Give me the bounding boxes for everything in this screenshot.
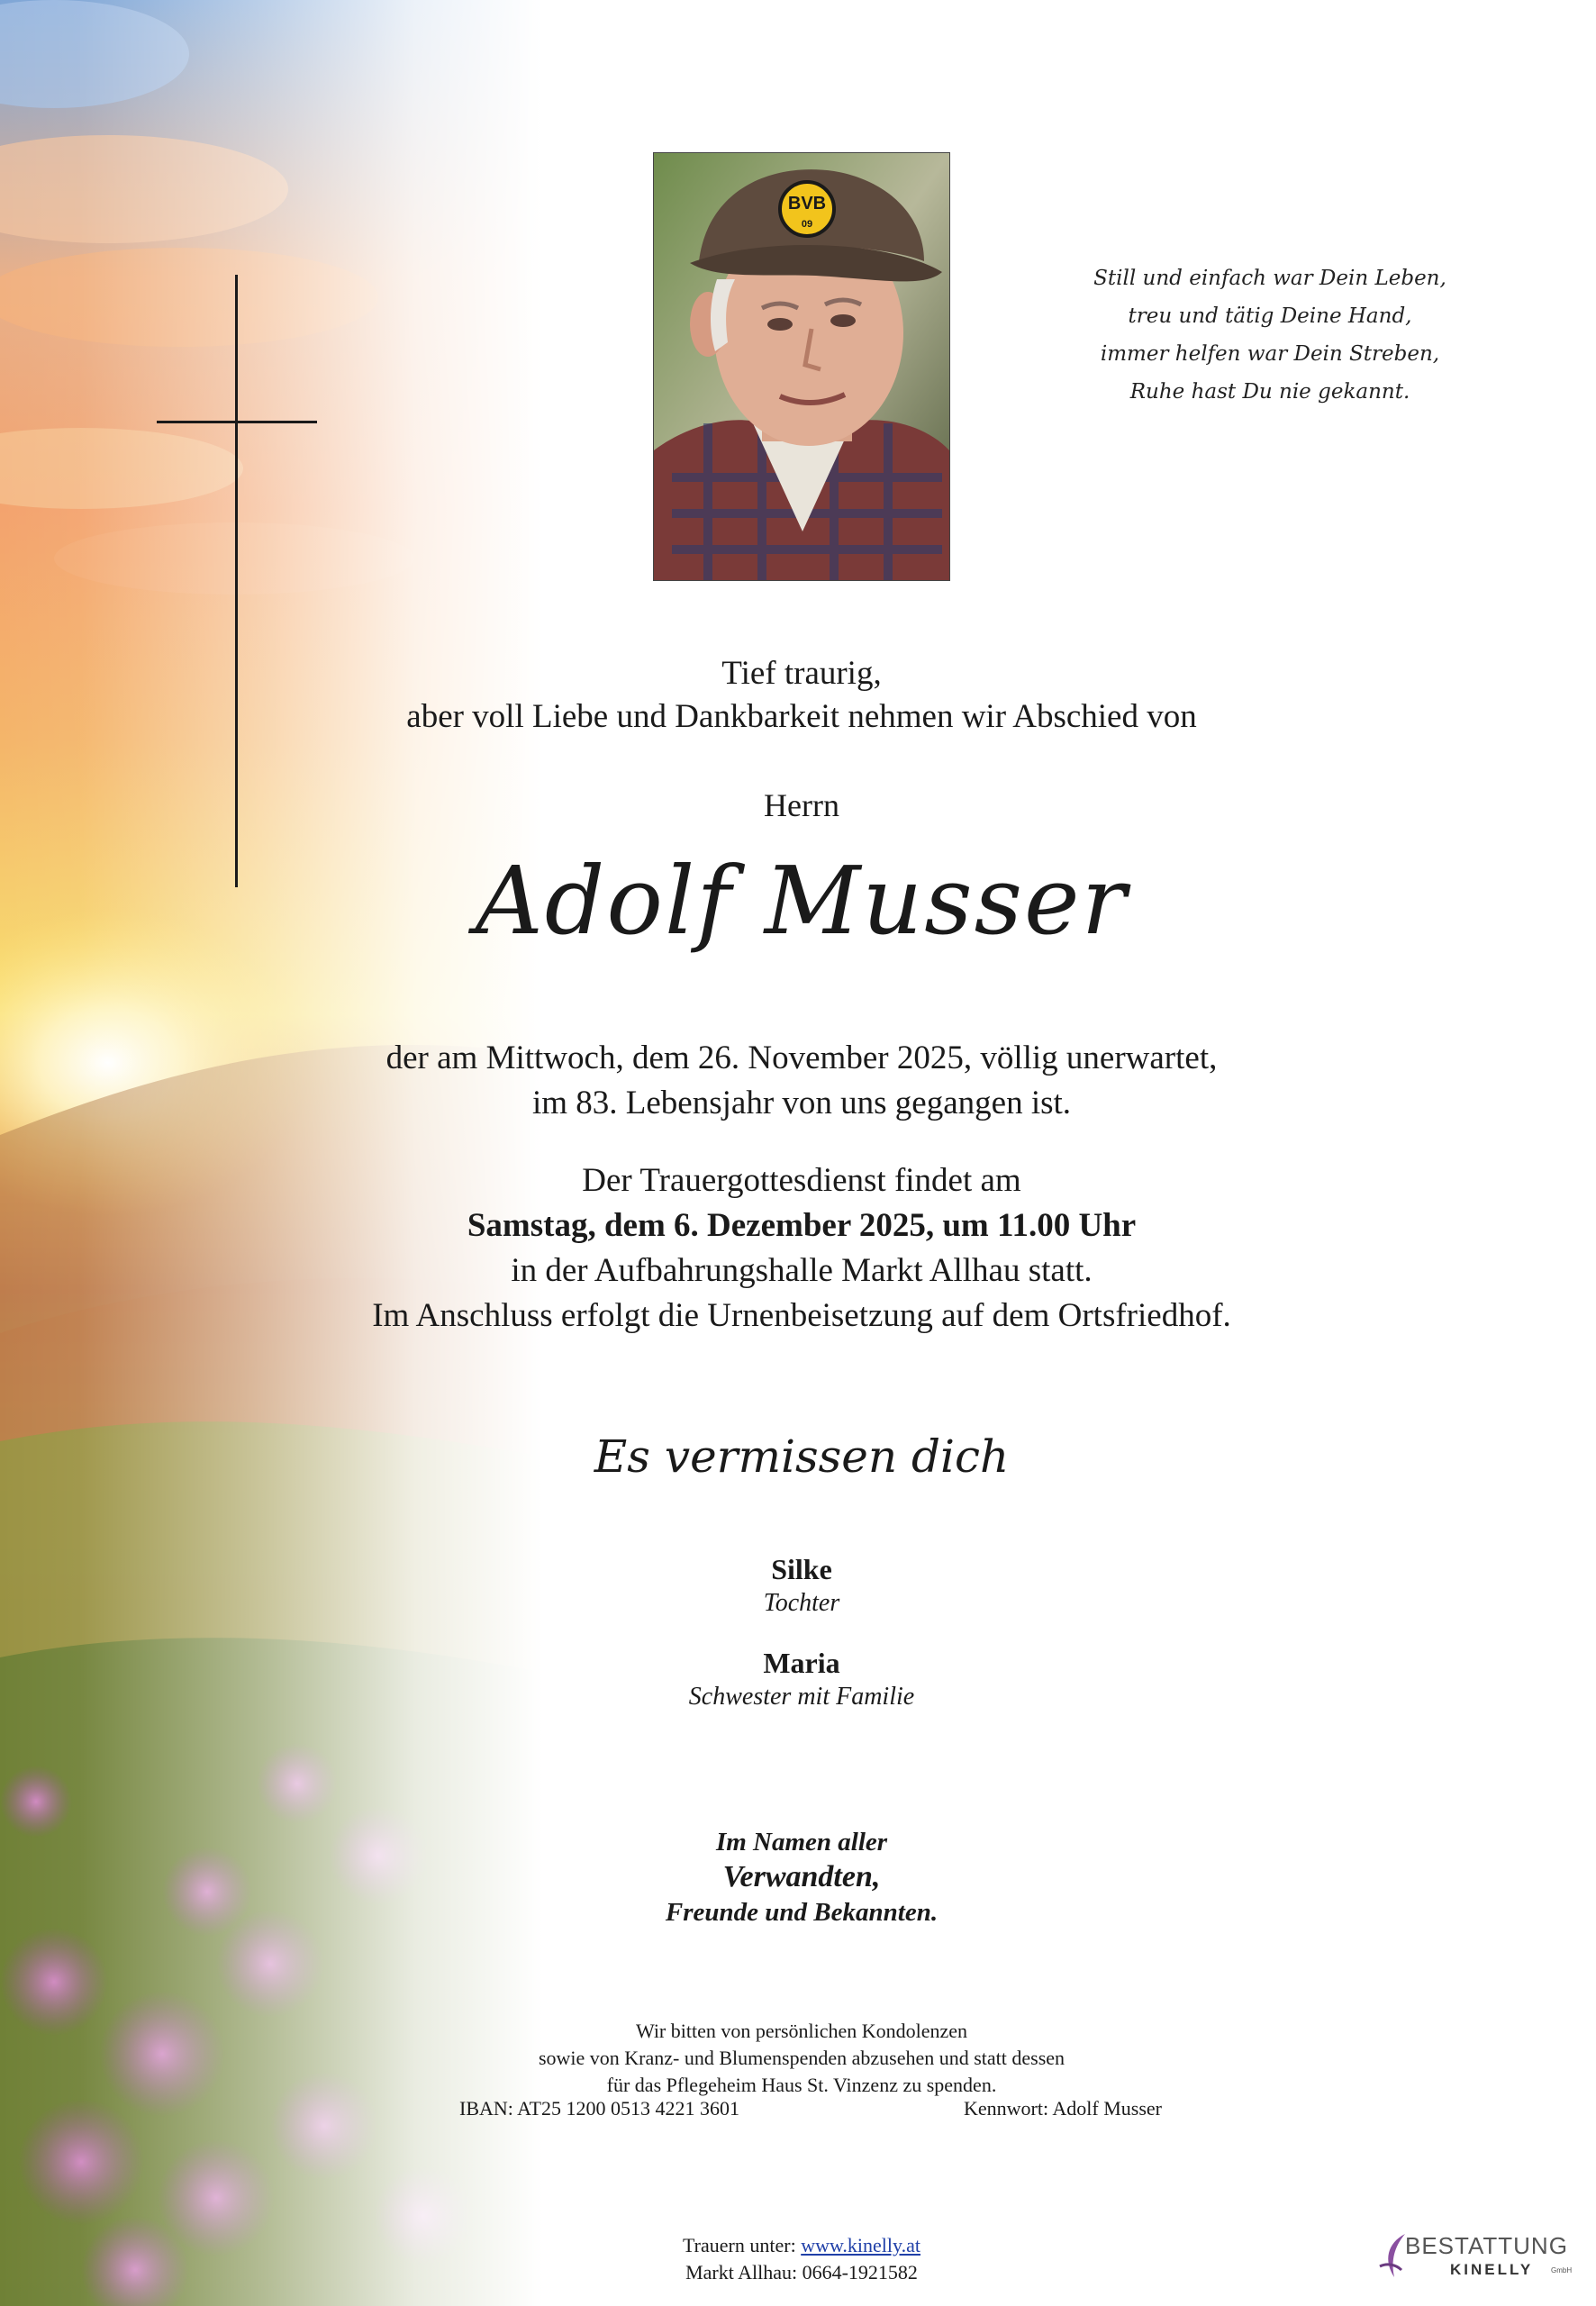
donation-request — [270, 2018, 1333, 2099]
mourner — [540, 1551, 1063, 1620]
service-line-1: Der Trauergottesdienst findet am — [582, 1162, 1021, 1199]
intro-text — [270, 652, 1333, 739]
on-behalf-line-1: Im Namen aller — [715, 1828, 888, 1857]
intro-line-2: aber voll Liebe und Dankbarkeit nehmen wir Abschied von — [406, 698, 1197, 735]
mourner-name: Silke — [771, 1553, 832, 1585]
mourner — [540, 1645, 1063, 1713]
salutation: Herrn — [764, 787, 839, 823]
request-line-2: sowie von Kranz- und Blumenspenden abzusehen und statt dessen — [538, 2047, 1066, 2069]
mourner-name: Maria — [763, 1647, 840, 1679]
cap-badge-text: BVB — [787, 194, 827, 213]
kennwort: Kennwort: Adolf Musser — [964, 2097, 1162, 2120]
mourner-relation: Tochter — [763, 1589, 840, 1617]
cross-icon-bar — [157, 421, 317, 423]
trauern-label: Trauern unter: — [683, 2234, 796, 2256]
portrait-photo — [653, 152, 950, 581]
service-info — [270, 1158, 1333, 1339]
poem-line: Ruhe hast Du nie gekannt. — [1129, 380, 1410, 404]
death-notice — [270, 1036, 1333, 1126]
poem-line: Still und einfach war Dein Leben, — [1093, 267, 1446, 290]
deceased-name: Adolf Musser — [475, 846, 1129, 956]
cap-badge-number: 09 — [801, 219, 813, 230]
request-line-1: Wir bitten von persönlichen Kondolenzen — [635, 2020, 968, 2042]
on-behalf — [270, 1825, 1333, 1929]
poem-line: immer helfen war Dein Streben, — [1100, 342, 1440, 366]
location-phone: Markt Allhau: 0664-1921582 — [685, 2261, 918, 2283]
logo-line-2: KINELLY — [1450, 2261, 1534, 2278]
on-behalf-line-2: Verwandten, — [722, 1860, 881, 1893]
website-link[interactable]: www.kinelly.at — [801, 2234, 920, 2256]
logo-line-1: BESTATTUNG — [1405, 2232, 1568, 2259]
footer-line-1 — [270, 2232, 1333, 2259]
service-date: Samstag, dem 6. Dezember 2025, um 11.00 Uhr — [467, 1207, 1137, 1244]
miss-heading: Es vermissen dich — [594, 1430, 1010, 1483]
service-line-4: Im Anschluss erfolgt die Urnenbeisetzung auf dem Ortsfriedhof. — [372, 1297, 1231, 1334]
death-line-2: im 83. Lebensjahr von uns gegangen ist. — [531, 1085, 1072, 1121]
poem-line: treu und tätig Deine Hand, — [1128, 304, 1412, 328]
logo-suffix: GmbH — [1551, 2266, 1573, 2274]
death-line-1: der am Mittwoch, dem 26. November 2025, völlig unerwartet, — [385, 1040, 1218, 1076]
iban: IBAN: AT25 1200 0513 4221 3601 — [459, 2097, 740, 2120]
service-line-3: in der Aufbahrungshalle Markt Allhau statt. — [511, 1252, 1093, 1289]
kinelly-logo — [1378, 2225, 1573, 2288]
request-line-3: für das Pflegeheim Haus St. Vinzenz zu spenden. — [606, 2074, 997, 2096]
intro-line-1: Tief traurig, — [721, 655, 882, 692]
footer — [270, 2232, 1333, 2286]
mourner-relation: Schwester mit Familie — [688, 1683, 915, 1711]
poem — [1027, 259, 1513, 411]
cross-icon — [235, 275, 238, 887]
on-behalf-line-3: Freunde und Bekannten. — [665, 1898, 939, 1927]
